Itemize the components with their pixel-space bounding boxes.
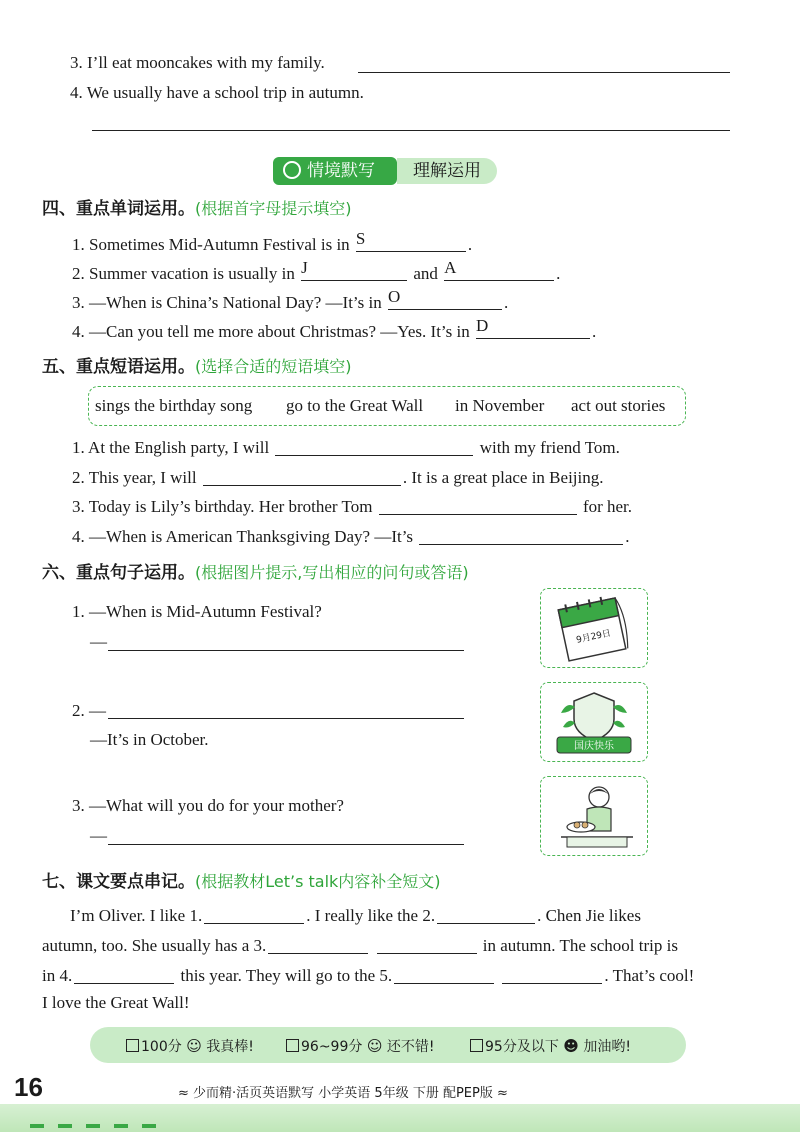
answer-line[interactable] xyxy=(358,72,730,73)
s5-question-1: 1. At the English party, I will with my friend Tom. xyxy=(72,438,620,457)
s4-question-1: 1. Sometimes Mid-Autumn Festival is in S . xyxy=(72,229,473,254)
rating-option-2[interactable]: 96~99分 ☺ 还不错! xyxy=(286,1036,435,1056)
section6-heading xyxy=(42,562,469,584)
footer-dash-decoration xyxy=(30,1124,170,1128)
top-item-3: 3. I’ll eat mooncakes with my family. xyxy=(70,53,325,72)
calendar-icon xyxy=(541,589,647,667)
answer-blank[interactable] xyxy=(394,965,494,984)
s5-question-4: 4. —When is American Thanksgiving Day? —It’s . xyxy=(72,527,630,546)
answer-blank[interactable] xyxy=(204,905,304,924)
section5-hint: (选择合适的短语填空) xyxy=(195,357,352,376)
answer-line[interactable] xyxy=(108,718,464,719)
passage-line-1: I’m Oliver. I like 1. . I really like the 2. . Chen Jie likes xyxy=(70,906,641,925)
answer-blank[interactable] xyxy=(379,496,577,515)
answer-blank[interactable] xyxy=(268,935,368,954)
cheer-face-icon: ☻ xyxy=(563,1037,579,1055)
national-day-badge-icon xyxy=(541,683,647,761)
s6-question-2: 2. — xyxy=(72,701,106,720)
section4-hint: (根据首字母提示填空) xyxy=(195,199,352,218)
happy-face-icon: ☺ xyxy=(186,1037,202,1055)
picture-national-day xyxy=(540,682,648,762)
section6-hint: (根据图片提示,写出相应的问句或答语) xyxy=(195,563,469,582)
answer-line[interactable] xyxy=(92,130,730,131)
phrase-option: go to the Great Wall xyxy=(286,396,424,415)
banner-left-label: 情境默写 xyxy=(307,161,375,181)
checkbox[interactable] xyxy=(470,1039,483,1052)
checkbox[interactable] xyxy=(286,1039,299,1052)
banner-situation-dictation xyxy=(273,157,397,185)
s6-question-3: 3. —What will you do for your mother? xyxy=(72,796,344,815)
rating-option-3[interactable]: 95分及以下 ☻ 加油哟! xyxy=(470,1036,631,1056)
picture-boy-cooking xyxy=(540,776,648,856)
answer-line[interactable] xyxy=(108,650,464,651)
s4-question-2: 2. Summer vacation is usually in J and A . xyxy=(72,258,561,283)
section5-title: 五、重点短语运用。 xyxy=(42,357,195,377)
s5-question-2: 2. This year, I will . It is a great place in Beijing. xyxy=(72,468,604,487)
self-rating-bar xyxy=(90,1027,686,1063)
s4-question-3: 3. —When is China’s National Day? —It’s in O . xyxy=(72,287,509,312)
smile-face-icon: ☺ xyxy=(366,1037,383,1055)
phrase-option: sings the birthday song xyxy=(95,396,253,415)
rating-option-1[interactable]: 100分 ☺ 我真棒! xyxy=(126,1036,254,1056)
section7-heading xyxy=(42,871,441,893)
phrase-option: act out stories xyxy=(571,396,666,415)
answer-blank[interactable] xyxy=(419,526,623,545)
answer-blank[interactable] xyxy=(275,437,473,456)
section6-title: 六、重点句子运用。 xyxy=(42,563,195,583)
picture-calendar xyxy=(540,588,648,668)
section7-hint: (根据教材Let’s talk内容补全短文) xyxy=(195,872,441,891)
answer-blank[interactable] xyxy=(502,965,602,984)
answer-blank[interactable] xyxy=(377,935,477,954)
passage-line-3: in 4. this year. They will go to the 5. . That’s cool! xyxy=(42,966,695,985)
answer-line[interactable] xyxy=(108,844,464,845)
badge-text: 国庆快乐 xyxy=(574,741,614,752)
boy-cooking-icon xyxy=(541,777,647,855)
answer-blank[interactable]: O xyxy=(388,289,502,310)
answer-blank[interactable]: D xyxy=(476,318,590,339)
book-title: ≈ 少而精·活页英语默写 小学英语 5年级 下册 配PEP版 ≈ xyxy=(178,1086,508,1101)
s4-question-4: 4. —Can you tell me more about Christmas? —Yes. It’s in D . xyxy=(72,316,597,341)
top-item-4: 4. We usually have a school trip in autumn. xyxy=(70,83,364,102)
s5-question-3: 3. Today is Lily’s birthday. Her brother Tom for her. xyxy=(72,497,633,516)
s6-answer-dash: — xyxy=(90,632,107,651)
s6-question-1: 1. —When is Mid-Autumn Festival? xyxy=(72,602,322,621)
answer-blank[interactable]: A xyxy=(444,260,554,281)
section5-heading xyxy=(42,356,352,378)
answer-blank[interactable]: J xyxy=(301,260,407,281)
banner-comprehension: 理解运用 xyxy=(397,158,497,184)
target-icon xyxy=(283,161,301,179)
answer-blank[interactable]: S xyxy=(356,231,466,252)
passage-line-2: autumn, too. She usually has a 3. in autumn. The school trip is xyxy=(42,936,678,955)
section7-title: 七、课文要点串记。 xyxy=(42,872,195,892)
answer-blank[interactable] xyxy=(437,905,535,924)
answer-blank[interactable] xyxy=(74,965,174,984)
s6-answer-dash: — xyxy=(90,826,107,845)
checkbox[interactable] xyxy=(126,1039,139,1052)
passage-line-4: I love the Great Wall! xyxy=(42,993,190,1012)
phrase-option: in November xyxy=(455,396,545,415)
s6-answer-2: —It’s in October. xyxy=(90,730,209,749)
page-number: 16 xyxy=(14,1072,43,1102)
section4-heading xyxy=(42,198,352,220)
answer-blank[interactable] xyxy=(203,467,401,486)
section4-title: 四、重点单词运用。 xyxy=(42,199,195,219)
calendar-date: 9月29日 xyxy=(575,628,612,646)
